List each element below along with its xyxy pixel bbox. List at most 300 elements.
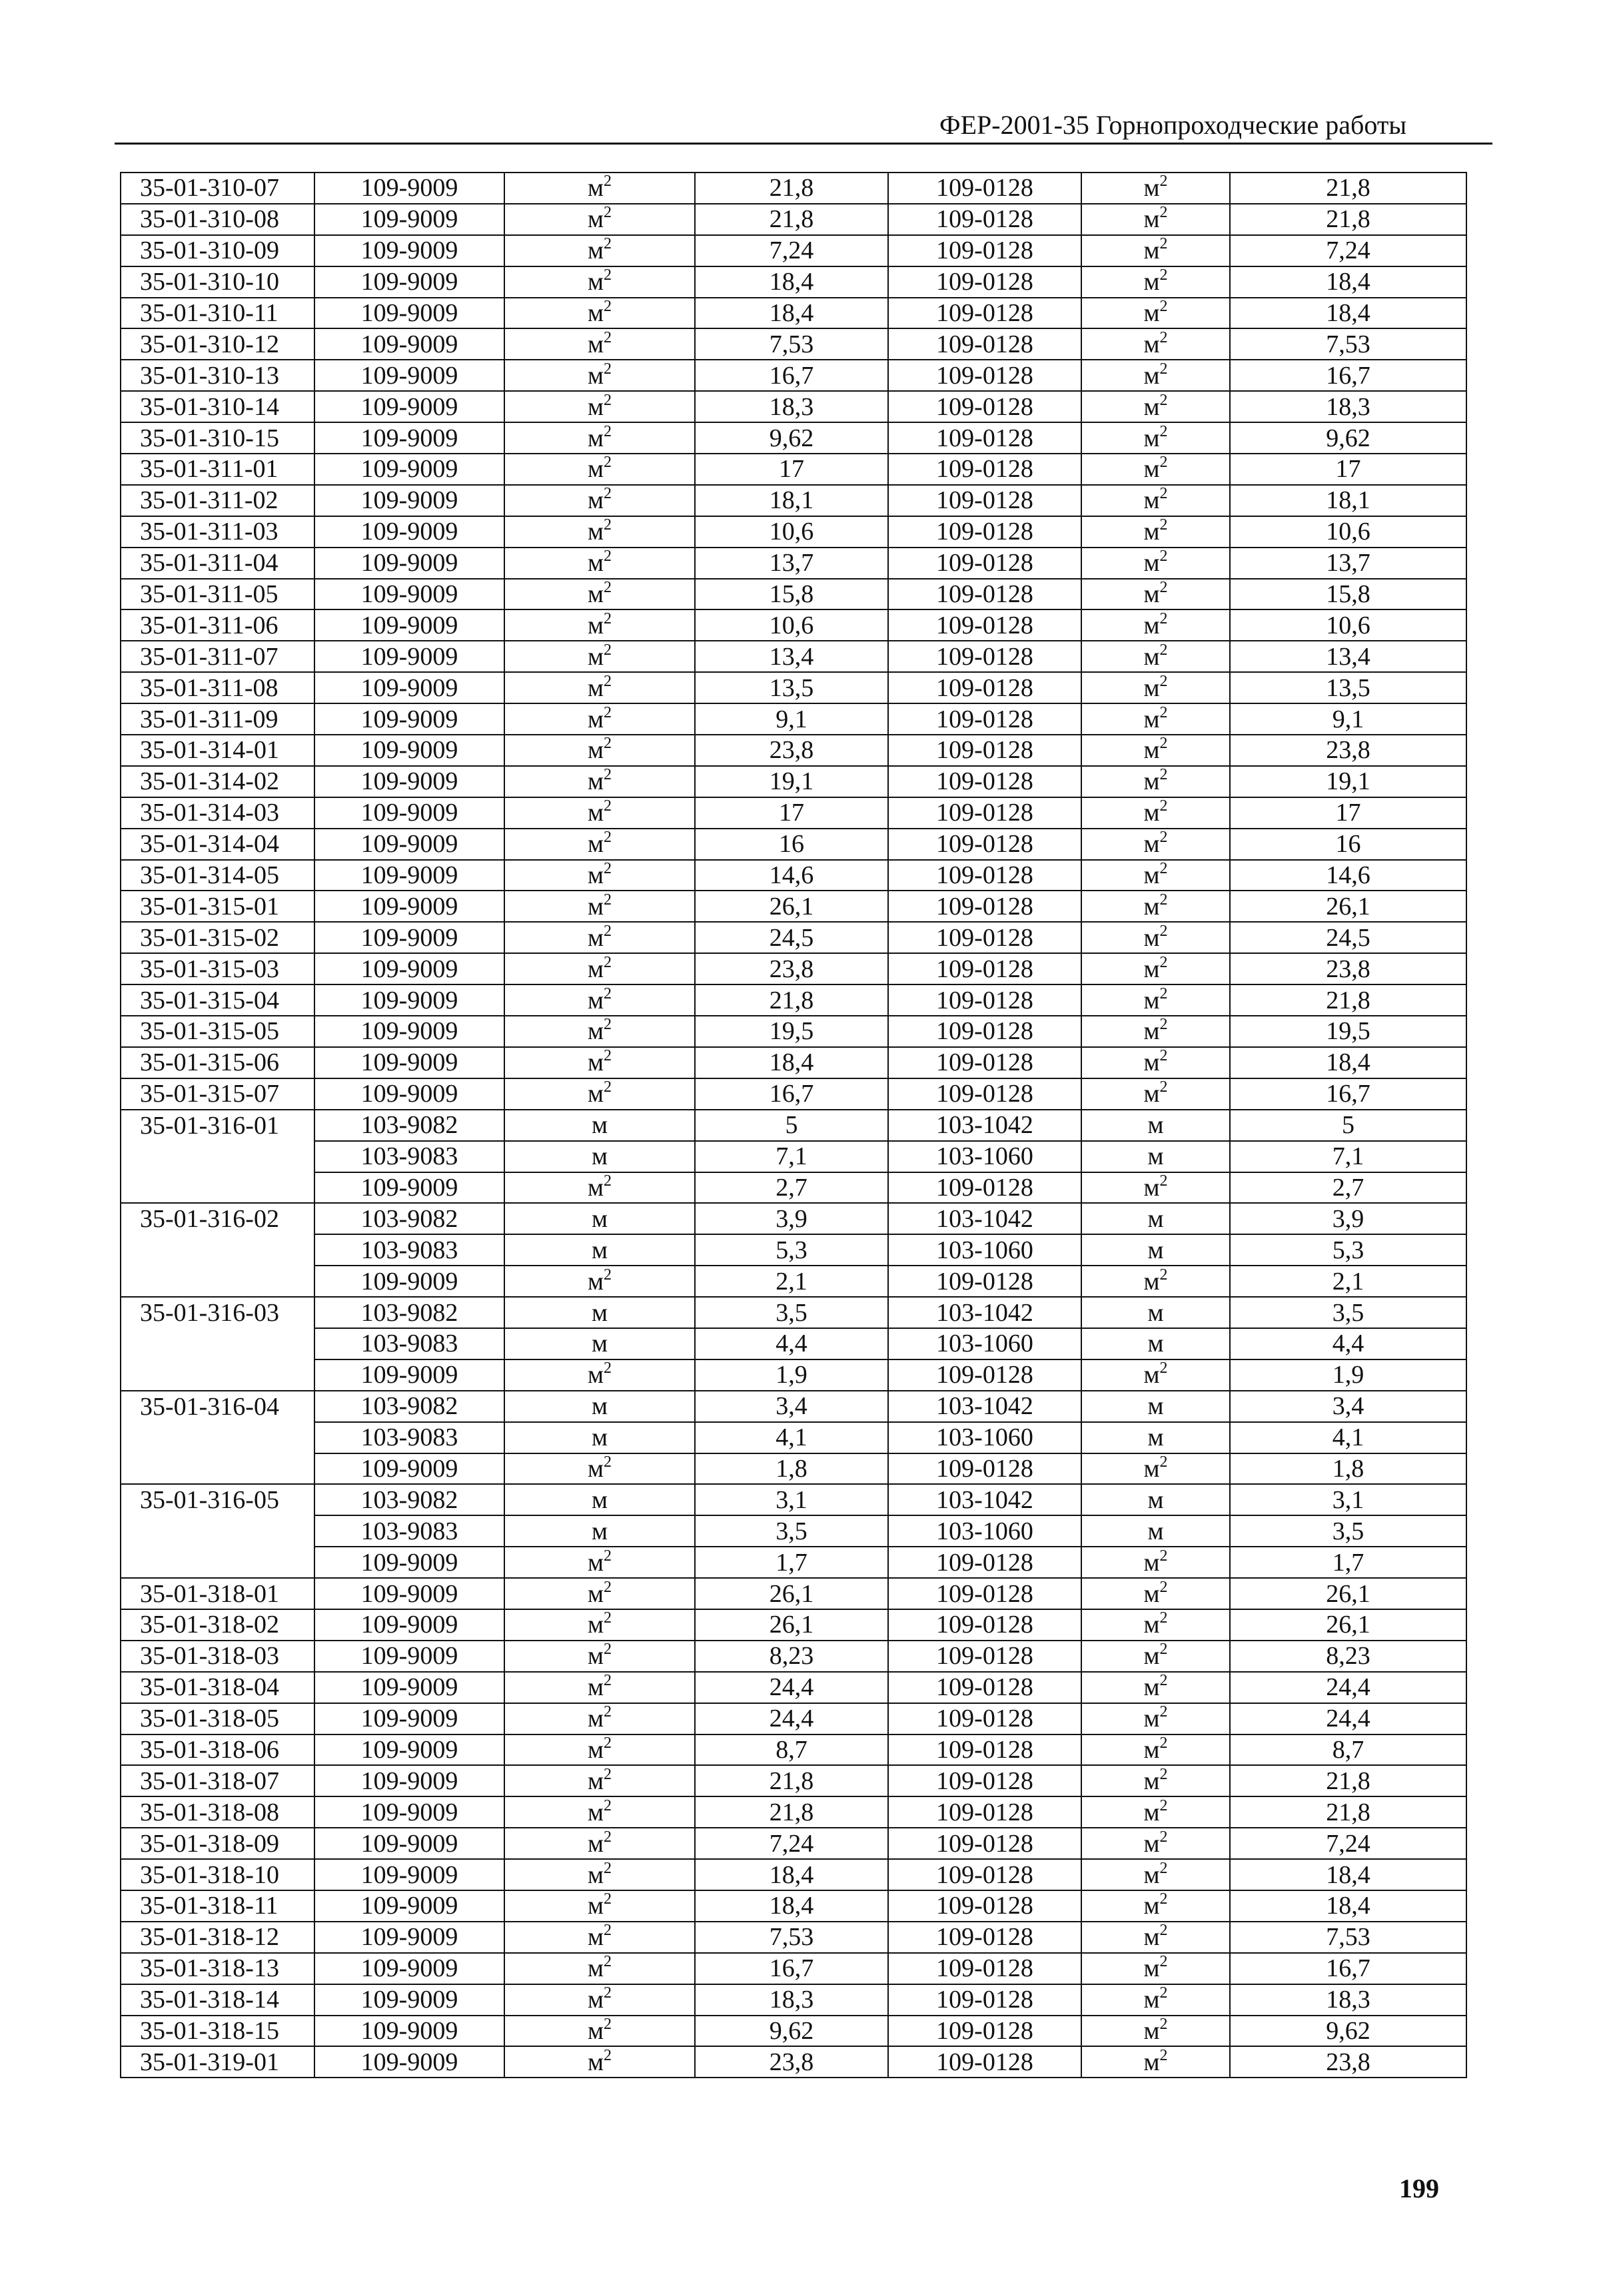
unit-excluded: [504, 1453, 695, 1485]
row-code-cell: 35-01-318-11: [121, 1890, 314, 1922]
row-code-cell: 35-01-315-03: [121, 953, 314, 984]
quantity-excluded: 17: [695, 797, 888, 829]
table-row: [121, 1266, 1466, 1297]
table-row: [121, 1141, 1466, 1172]
unit-text: м: [587, 2048, 604, 2076]
quantity-included: 1,8: [1230, 1453, 1466, 1485]
quantity-excluded: 17: [695, 454, 888, 485]
unit-excluded: [504, 1641, 695, 1672]
unit-text: м: [1147, 1485, 1164, 1514]
quantity-included: 13,7: [1230, 548, 1466, 579]
table-row: [121, 422, 1466, 454]
unit-excluded: [504, 1203, 695, 1234]
resource-code-included: 109-0128: [888, 1016, 1081, 1047]
unit-exponent: 2: [1159, 328, 1168, 346]
resource-code-excluded: 109-9009: [314, 1890, 504, 1922]
resource-code-excluded: 109-9009: [314, 173, 504, 204]
resource-code-included: 109-0128: [888, 1266, 1081, 1297]
quantity-excluded: 23,8: [695, 953, 888, 984]
quantity-excluded: 4,1: [695, 1422, 888, 1453]
unit-included: [1081, 1047, 1230, 1078]
row-code-cell: [121, 1328, 314, 1359]
quantity-included: 4,1: [1230, 1422, 1466, 1453]
unit-text: м: [587, 1798, 604, 1826]
unit-text: м: [1143, 424, 1160, 452]
unit-included: [1081, 1703, 1230, 1734]
unit-text: м: [1143, 1048, 1160, 1077]
quantity-excluded: 2,7: [695, 1172, 888, 1204]
unit-exponent: 2: [1159, 548, 1168, 566]
unit-exponent: 2: [1159, 579, 1168, 597]
resource-code-included: 103-1060: [888, 1422, 1081, 1453]
unit-text: м: [591, 1423, 608, 1452]
unit-text: м: [587, 174, 604, 202]
unit-text: м: [1143, 1017, 1160, 1046]
resource-code-excluded: 109-9009: [314, 298, 504, 329]
unit-excluded: [504, 1484, 695, 1515]
quantity-excluded: 18,1: [695, 485, 888, 516]
unit-text: м: [1147, 1236, 1164, 1264]
table-row: [121, 609, 1466, 641]
unit-exponent: 2: [604, 204, 612, 222]
row-code-cell: 35-01-316-03: [121, 1297, 314, 1328]
resource-code-excluded: 109-9009: [314, 266, 504, 298]
row-code-cell: 35-01-315-02: [121, 922, 314, 953]
quantity-excluded: 18,4: [695, 266, 888, 298]
resource-code-included: 103-1042: [888, 1484, 1081, 1515]
unit-exponent: 2: [1159, 1359, 1168, 1377]
unit-exponent: 2: [604, 1734, 612, 1752]
resource-code-excluded: 103-9082: [314, 1203, 504, 1234]
resource-code-included: 109-0128: [888, 2016, 1081, 2047]
unit-included: [1081, 1141, 1230, 1172]
unit-text: м: [587, 1048, 604, 1077]
resource-code-excluded: 109-9009: [314, 1828, 504, 1859]
unit-exponent: 2: [1159, 1016, 1168, 1034]
row-code-cell: [121, 1172, 314, 1204]
unit-text: м: [1147, 1330, 1164, 1358]
row-code-cell: [121, 1234, 314, 1266]
resource-code-excluded: 109-9009: [314, 548, 504, 579]
quantity-excluded: 23,8: [695, 2046, 888, 2078]
unit-included: [1081, 1641, 1230, 1672]
row-code-cell: 35-01-318-02: [121, 1609, 314, 1641]
unit-excluded: [504, 235, 695, 266]
unit-included: [1081, 672, 1230, 703]
unit-included: [1081, 2046, 1230, 2078]
unit-text: м: [1143, 1673, 1160, 1702]
resource-code-excluded: 109-9009: [314, 391, 504, 422]
quantity-included: 3,5: [1230, 1515, 1466, 1547]
unit-text: м: [587, 1267, 604, 1296]
unit-text: м: [1143, 923, 1160, 952]
unit-exponent: 2: [1159, 1859, 1168, 1877]
unit-text: м: [587, 861, 604, 890]
resource-code-excluded: 109-9009: [314, 1672, 504, 1703]
resource-code-included: 103-1042: [888, 1391, 1081, 1422]
resource-code-included: 109-0128: [888, 1672, 1081, 1703]
table-row: [121, 1672, 1466, 1703]
resource-code-included: 109-0128: [888, 235, 1081, 266]
resource-code-included: 109-0128: [888, 1828, 1081, 1859]
quantity-included: 10,6: [1230, 609, 1466, 641]
unit-exponent: 2: [1159, 891, 1168, 909]
table-row: [121, 1110, 1466, 1141]
resource-code-included: 109-0128: [888, 984, 1081, 1016]
unit-text: м: [587, 1080, 604, 1108]
unit-exponent: 2: [1159, 454, 1168, 472]
unit-included: [1081, 1297, 1230, 1328]
resource-code-included: 109-0128: [888, 516, 1081, 548]
unit-text: м: [587, 1986, 604, 2014]
quantity-included: 13,4: [1230, 641, 1466, 672]
unit-exponent: 2: [604, 1641, 612, 1659]
unit-excluded: [504, 641, 695, 672]
resource-code-excluded: 109-9009: [314, 1734, 504, 1766]
unit-exponent: 2: [604, 1890, 612, 1908]
table-row: [121, 1203, 1466, 1234]
unit-exponent: 2: [1159, 1578, 1168, 1596]
unit-exponent: 2: [604, 1765, 612, 1783]
unit-text: м: [591, 1517, 608, 1545]
unit-excluded: [504, 204, 695, 235]
unit-text: м: [587, 1923, 604, 1952]
resource-code-excluded: 109-9009: [314, 641, 504, 672]
unit-exponent: 2: [1159, 1828, 1168, 1846]
unit-text: м: [1143, 986, 1160, 1014]
resource-code-included: 109-0128: [888, 1765, 1081, 1796]
unit-text: м: [1143, 1267, 1160, 1296]
quantity-excluded: 18,3: [695, 1984, 888, 2016]
unit-included: [1081, 1422, 1230, 1453]
unit-included: [1081, 797, 1230, 829]
unit-excluded: [504, 516, 695, 548]
unit-text: м: [587, 1766, 604, 1795]
quantity-included: 3,9: [1230, 1203, 1466, 1234]
unit-exponent: 2: [1159, 422, 1168, 440]
row-code-cell: 35-01-314-03: [121, 797, 314, 829]
row-code-cell: 35-01-311-09: [121, 703, 314, 735]
resource-code-excluded: 109-9009: [314, 1172, 504, 1204]
unit-text: м: [587, 1361, 604, 1389]
table-row: [121, 829, 1466, 860]
unit-exponent: 2: [1159, 703, 1168, 721]
quantity-included: 10,6: [1230, 516, 1466, 548]
row-code-cell: 35-01-314-02: [121, 766, 314, 797]
resource-code-excluded: 109-9009: [314, 1984, 504, 2016]
unit-included: [1081, 829, 1230, 860]
unit-excluded: [504, 735, 695, 766]
unit-exponent: 2: [604, 235, 612, 253]
unit-included: [1081, 953, 1230, 984]
quantity-included: 13,5: [1230, 672, 1466, 703]
quantity-excluded: 8,23: [695, 1641, 888, 1672]
table-row: [121, 735, 1466, 766]
resource-code-included: 109-0128: [888, 422, 1081, 454]
unit-text: м: [1143, 1892, 1160, 1920]
unit-exponent: 2: [1159, 641, 1168, 659]
unit-excluded: [504, 1765, 695, 1796]
unit-text: м: [1143, 330, 1160, 358]
quantity-excluded: 7,24: [695, 1828, 888, 1859]
unit-exponent: 2: [604, 1922, 612, 1940]
row-code-cell: 35-01-318-13: [121, 1953, 314, 1984]
unit-included: [1081, 1984, 1230, 2016]
unit-exponent: 2: [1159, 2046, 1168, 2064]
unit-text: м: [591, 1298, 608, 1327]
resource-code-excluded: 103-9082: [314, 1110, 504, 1141]
unit-excluded: [504, 953, 695, 984]
row-code-cell: 35-01-311-01: [121, 454, 314, 485]
resource-code-included: 109-0128: [888, 485, 1081, 516]
unit-exponent: 2: [1159, 1641, 1168, 1659]
resource-code-included: 109-0128: [888, 891, 1081, 922]
unit-excluded: [504, 1266, 695, 1297]
quantity-excluded: 1,8: [695, 1453, 888, 1485]
resource-code-excluded: 103-9082: [314, 1391, 504, 1422]
unit-exponent: 2: [1159, 1047, 1168, 1065]
unit-included: [1081, 1765, 1230, 1796]
unit-exponent: 2: [604, 360, 612, 378]
row-code-cell: 35-01-315-06: [121, 1047, 314, 1078]
unit-excluded: [504, 922, 695, 953]
resource-code-included: 109-0128: [888, 1578, 1081, 1609]
quantity-excluded: 9,62: [695, 422, 888, 454]
quantity-excluded: 26,1: [695, 1578, 888, 1609]
resource-code-included: 103-1042: [888, 1110, 1081, 1141]
resource-code-excluded: 109-9009: [314, 516, 504, 548]
table-row: [121, 797, 1466, 829]
quantity-included: 26,1: [1230, 891, 1466, 922]
unit-text: м: [587, 1954, 604, 1983]
quantity-included: 8,7: [1230, 1734, 1466, 1766]
row-code-cell: 35-01-316-04: [121, 1391, 314, 1422]
unit-text: м: [1143, 892, 1160, 921]
unit-excluded: [504, 1515, 695, 1547]
unit-exponent: 2: [604, 1672, 612, 1690]
resource-code-included: 109-0128: [888, 766, 1081, 797]
unit-included: [1081, 516, 1230, 548]
table-row: [121, 1078, 1466, 1110]
table-row: [121, 1391, 1466, 1422]
unit-exponent: 2: [604, 422, 612, 440]
resource-code-excluded: 109-9009: [314, 485, 504, 516]
quantity-excluded: 13,4: [695, 641, 888, 672]
unit-excluded: [504, 266, 695, 298]
unit-exponent: 2: [1159, 266, 1168, 284]
quantity-included: 3,4: [1230, 1391, 1466, 1422]
table-row: [121, 579, 1466, 610]
unit-text: м: [1143, 830, 1160, 859]
unit-included: [1081, 1515, 1230, 1547]
unit-text: м: [1143, 955, 1160, 983]
quantity-excluded: 8,7: [695, 1734, 888, 1766]
unit-text: м: [587, 799, 604, 827]
resource-code-included: 109-0128: [888, 548, 1081, 579]
unit-exponent: 2: [1159, 1703, 1168, 1721]
unit-exponent: 2: [1159, 1890, 1168, 1908]
table-row: [121, 1453, 1466, 1485]
unit-exponent: 2: [1159, 860, 1168, 878]
unit-text: м: [587, 236, 604, 265]
unit-included: [1081, 298, 1230, 329]
unit-included: [1081, 1078, 1230, 1110]
quantity-excluded: 24,5: [695, 922, 888, 953]
unit-included: [1081, 485, 1230, 516]
unit-excluded: [504, 1828, 695, 1859]
resource-code-excluded: 109-9009: [314, 1578, 504, 1609]
resource-code-excluded: 103-9082: [314, 1297, 504, 1328]
unit-text: м: [587, 705, 604, 733]
unit-exponent: 2: [1159, 391, 1168, 409]
unit-included: [1081, 1547, 1230, 1578]
table-row: [121, 1234, 1466, 1266]
quantity-included: 23,8: [1230, 2046, 1466, 2078]
quantity-included: 19,1: [1230, 766, 1466, 797]
unit-excluded: [504, 1734, 695, 1766]
unit-included: [1081, 328, 1230, 360]
unit-exponent: 2: [604, 1172, 612, 1190]
unit-exponent: 2: [1159, 1078, 1168, 1096]
resource-code-included: 109-0128: [888, 298, 1081, 329]
unit-text: м: [587, 986, 604, 1014]
quantity-included: 1,9: [1230, 1359, 1466, 1391]
unit-excluded: [504, 422, 695, 454]
quantity-included: 19,5: [1230, 1016, 1466, 1047]
row-code-cell: 35-01-316-01: [121, 1110, 314, 1141]
row-code-cell: 35-01-310-15: [121, 422, 314, 454]
row-code-cell: 35-01-310-07: [121, 173, 314, 204]
resource-code-included: 109-0128: [888, 1922, 1081, 1953]
unit-included: [1081, 641, 1230, 672]
unit-exponent: 2: [1159, 1172, 1168, 1190]
quantity-excluded: 3,9: [695, 1203, 888, 1234]
quantity-included: 7,24: [1230, 1828, 1466, 1859]
resource-code-excluded: 109-9009: [314, 328, 504, 360]
quantity-excluded: 3,5: [695, 1297, 888, 1328]
unit-included: [1081, 1234, 1230, 1266]
resource-code-included: 109-0128: [888, 641, 1081, 672]
quantity-excluded: 16,7: [695, 1078, 888, 1110]
resource-code-excluded: 109-9009: [314, 1796, 504, 1828]
resource-code-included: 109-0128: [888, 204, 1081, 235]
table-row: [121, 485, 1466, 516]
unit-excluded: [504, 1547, 695, 1578]
unit-exponent: 2: [604, 328, 612, 346]
table-row: [121, 548, 1466, 579]
quantity-included: 15,8: [1230, 579, 1466, 610]
table-row: [121, 1172, 1466, 1204]
resource-code-included: 109-0128: [888, 609, 1081, 641]
unit-excluded: [504, 797, 695, 829]
unit-exponent: 2: [604, 860, 612, 878]
unit-text: м: [1143, 736, 1160, 765]
unit-text: м: [591, 1485, 608, 1514]
unit-excluded: [504, 1328, 695, 1359]
unit-exponent: 2: [604, 1547, 612, 1565]
unit-text: м: [587, 892, 604, 921]
quantity-included: 2,7: [1230, 1172, 1466, 1204]
unit-exponent: 2: [1159, 298, 1168, 315]
row-code-cell: 35-01-316-02: [121, 1203, 314, 1234]
unit-excluded: [504, 984, 695, 1016]
resource-code-included: 103-1060: [888, 1234, 1081, 1266]
resource-code-excluded: 109-9009: [314, 766, 504, 797]
quantity-included: 24,4: [1230, 1672, 1466, 1703]
row-code-cell: 35-01-310-10: [121, 266, 314, 298]
unit-included: [1081, 454, 1230, 485]
unit-excluded: [504, 454, 695, 485]
unit-text: м: [1147, 1392, 1164, 1421]
unit-excluded: [504, 1672, 695, 1703]
table-row: [121, 703, 1466, 735]
row-code-cell: 35-01-316-05: [121, 1484, 314, 1515]
table-row: [121, 516, 1466, 548]
row-code-cell: 35-01-310-11: [121, 298, 314, 329]
unit-exponent: 2: [604, 1828, 612, 1846]
unit-text: м: [587, 1454, 604, 1483]
quantity-included: 21,8: [1230, 204, 1466, 235]
unit-exponent: 2: [1159, 1547, 1168, 1565]
quantity-included: 9,1: [1230, 703, 1466, 735]
unit-text: м: [587, 673, 604, 702]
unit-text: м: [1143, 549, 1160, 577]
unit-text: м: [1143, 861, 1160, 890]
unit-text: м: [587, 1673, 604, 1702]
unit-included: [1081, 204, 1230, 235]
unit-included: [1081, 1578, 1230, 1609]
resource-code-excluded: 109-9009: [314, 703, 504, 735]
table-row: [121, 1953, 1466, 1984]
resource-code-excluded: 103-9083: [314, 1234, 504, 1266]
unit-text: м: [1143, 2048, 1160, 2076]
quantity-excluded: 13,5: [695, 672, 888, 703]
unit-text: м: [1143, 1798, 1160, 1826]
quantity-excluded: 26,1: [695, 1609, 888, 1641]
unit-included: [1081, 1609, 1230, 1641]
quantity-included: 16,7: [1230, 1953, 1466, 1984]
resource-code-excluded: 109-9009: [314, 2016, 504, 2047]
unit-exponent: 2: [604, 516, 612, 534]
quantity-included: 18,4: [1230, 298, 1466, 329]
quantity-excluded: 21,8: [695, 204, 888, 235]
resource-code-excluded: 109-9009: [314, 2046, 504, 2078]
unit-included: [1081, 1828, 1230, 1859]
quantity-included: 26,1: [1230, 1578, 1466, 1609]
row-code-cell: 35-01-311-03: [121, 516, 314, 548]
unit-text: м: [591, 1392, 608, 1421]
resource-code-included: 109-0128: [888, 829, 1081, 860]
unit-exponent: 2: [1159, 922, 1168, 940]
unit-text: м: [587, 1829, 604, 1858]
quantity-included: 1,7: [1230, 1547, 1466, 1578]
unit-text: м: [587, 268, 604, 296]
unit-text: м: [1143, 1829, 1160, 1858]
unit-text: м: [1143, 1923, 1160, 1952]
unit-exponent: 2: [1159, 953, 1168, 971]
resource-code-included: 109-0128: [888, 266, 1081, 298]
unit-text: м: [587, 330, 604, 358]
row-code-cell: [121, 1547, 314, 1578]
resource-code-excluded: 109-9009: [314, 1016, 504, 1047]
unit-exponent: 2: [604, 1859, 612, 1877]
unit-text: м: [1143, 1642, 1160, 1671]
unit-text: м: [587, 1173, 604, 1202]
row-code-cell: 35-01-315-07: [121, 1078, 314, 1110]
unit-text: м: [587, 923, 604, 952]
quantity-excluded: 16,7: [695, 1953, 888, 1984]
row-code-cell: 35-01-318-09: [121, 1828, 314, 1859]
